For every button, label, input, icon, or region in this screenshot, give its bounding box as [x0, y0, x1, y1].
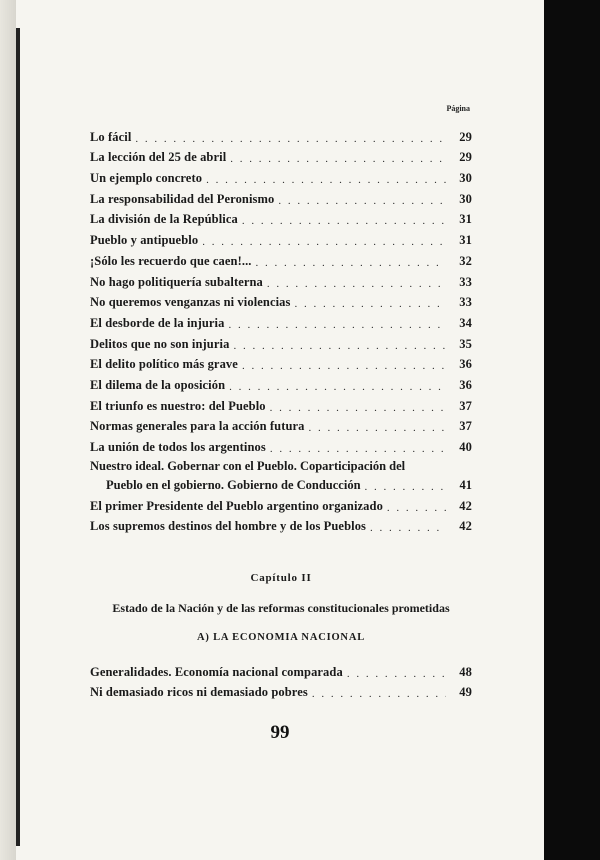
dot-leader: [267, 278, 446, 290]
toc-entry-page: 42: [459, 519, 472, 534]
toc-entry-page: 41: [459, 478, 472, 492]
dot-leader: [206, 174, 446, 186]
toc-entry-title-line1: Nuestro ideal. Gobernar con el Pueblo. Coparticipación del: [90, 459, 406, 473]
toc-entry: [90, 434, 472, 455]
dot-leader: [312, 688, 446, 700]
page-binding-edge: [16, 28, 20, 846]
toc-entry-title: El desborde de la injuria: [90, 315, 225, 330]
dot-leader: [365, 481, 446, 493]
dot-leader: [270, 402, 446, 414]
toc-entry-title: La lección del 25 de abril: [90, 150, 227, 165]
toc-entry-page: 40: [459, 440, 472, 454]
toc-entry-page: 49: [459, 685, 472, 700]
dot-leader: [242, 360, 446, 372]
pagina-column-header: Página: [446, 104, 470, 113]
toc-entry-title: Un ejemplo concreto: [90, 171, 203, 186]
toc-entry-title: ¡Sólo les recuerdo que caen!...: [90, 253, 252, 268]
toc-entry-title: El delito político más grave: [90, 357, 238, 372]
toc-entry-title: Ni demasiado ricos ni demasiado pobres: [90, 685, 308, 700]
toc-entry-title: Los supremos destinos del hombre y de los Pueblos: [90, 519, 367, 534]
toc-entry-title: Pueblo y antipueblo: [90, 233, 199, 248]
toc-entry-title: La unión de todos los argentinos: [90, 440, 266, 454]
toc-entry-line2: [90, 475, 472, 493]
toc-entry: [90, 310, 472, 331]
toc-entry-title: No queremos venganzas ni violencias: [90, 295, 291, 310]
toc-entry-page: 30: [459, 191, 472, 206]
dot-leader: [370, 522, 446, 534]
scan-right-margin: [544, 0, 600, 860]
dot-leader: [347, 668, 446, 680]
dot-leader: [295, 298, 447, 310]
dot-leader: [229, 381, 446, 393]
toc-entry-page: 32: [459, 253, 472, 268]
toc-entry-title: Generalidades. Economía nacional comparada: [90, 664, 343, 679]
dot-leader: [233, 340, 446, 352]
toc-entry-title: La división de la República: [90, 212, 238, 227]
toc-entry-title: La responsabilidad del Peronismo: [90, 191, 275, 206]
dot-leader: [230, 153, 446, 165]
dot-leader: [256, 257, 446, 269]
toc-entry: [90, 352, 472, 373]
toc-entry: [90, 414, 472, 435]
dot-leader: [242, 215, 446, 227]
toc-entry-title-line2: Pueblo en el gobierno. Gobierno de Conducción: [106, 478, 361, 492]
toc-entry: [90, 165, 472, 186]
table-of-contents-section-a: [90, 659, 472, 700]
toc-entry-page: 35: [459, 336, 472, 351]
dot-leader: [309, 422, 446, 434]
toc-entry-page: 29: [459, 150, 472, 165]
toc-entry-title: No hago politiquería subalterna: [90, 274, 263, 289]
toc-entry: [90, 290, 472, 311]
toc-entry-page: 42: [459, 498, 472, 513]
toc-entry: [90, 227, 472, 248]
dot-leader: [278, 195, 446, 207]
toc-entry-page: 37: [459, 419, 472, 434]
chapter-title: Estado de la Nación y de las reformas constitucionales prometidas: [112, 601, 450, 615]
toc-entry: [90, 331, 472, 352]
dot-leader: [228, 319, 446, 331]
toc-entry: [90, 207, 472, 228]
toc-entry-page: 33: [459, 295, 472, 310]
toc-entry: [90, 145, 472, 166]
toc-entry: [90, 393, 472, 414]
toc-entry: [90, 659, 472, 680]
table-of-contents: [90, 124, 472, 534]
toc-entry: [90, 680, 472, 701]
toc-entry-title: El dilema de la oposición: [90, 377, 226, 392]
toc-entry-title: Delitos que no son injuria: [90, 336, 230, 351]
toc-entry: [90, 124, 472, 145]
toc-entry: [90, 186, 472, 207]
toc-entry-multiline: [90, 457, 472, 493]
toc-entry: [90, 269, 472, 290]
toc-entry-page: 29: [459, 129, 472, 144]
toc-entry-page: 36: [459, 357, 472, 372]
toc-entry-page: 36: [459, 377, 472, 392]
page-number: 99: [270, 722, 290, 743]
dot-leader: [135, 133, 446, 145]
toc-entry-page: 34: [459, 315, 472, 330]
toc-entry-title: El primer Presidente del Pueblo argentino organizado: [90, 498, 383, 513]
toc-entry-page: 33: [459, 274, 472, 289]
dot-leader: [270, 443, 446, 455]
toc-entry-title: El triunfo es nuestro: del Pueblo: [90, 398, 266, 413]
toc-entry-page: 30: [459, 171, 472, 186]
toc-entry-page: 31: [459, 233, 472, 248]
dot-leader: [202, 236, 446, 248]
toc-entry-page: 31: [459, 212, 472, 227]
toc-entry: [90, 248, 472, 269]
scan-left-margin: [0, 0, 16, 860]
toc-entry-title: Lo fácil: [90, 129, 132, 144]
toc-entry: [90, 514, 472, 535]
toc-entry: [90, 372, 472, 393]
section-heading: A) LA ECONOMIA NACIONAL: [196, 632, 366, 643]
dot-leader: [387, 502, 446, 514]
toc-entry: [90, 493, 472, 514]
toc-entry-title: Normas generales para la acción futura: [90, 419, 305, 434]
chapter-label: Capítulo II: [250, 572, 312, 584]
toc-entry-page: 37: [459, 398, 472, 413]
toc-entry-page: 48: [459, 664, 472, 679]
